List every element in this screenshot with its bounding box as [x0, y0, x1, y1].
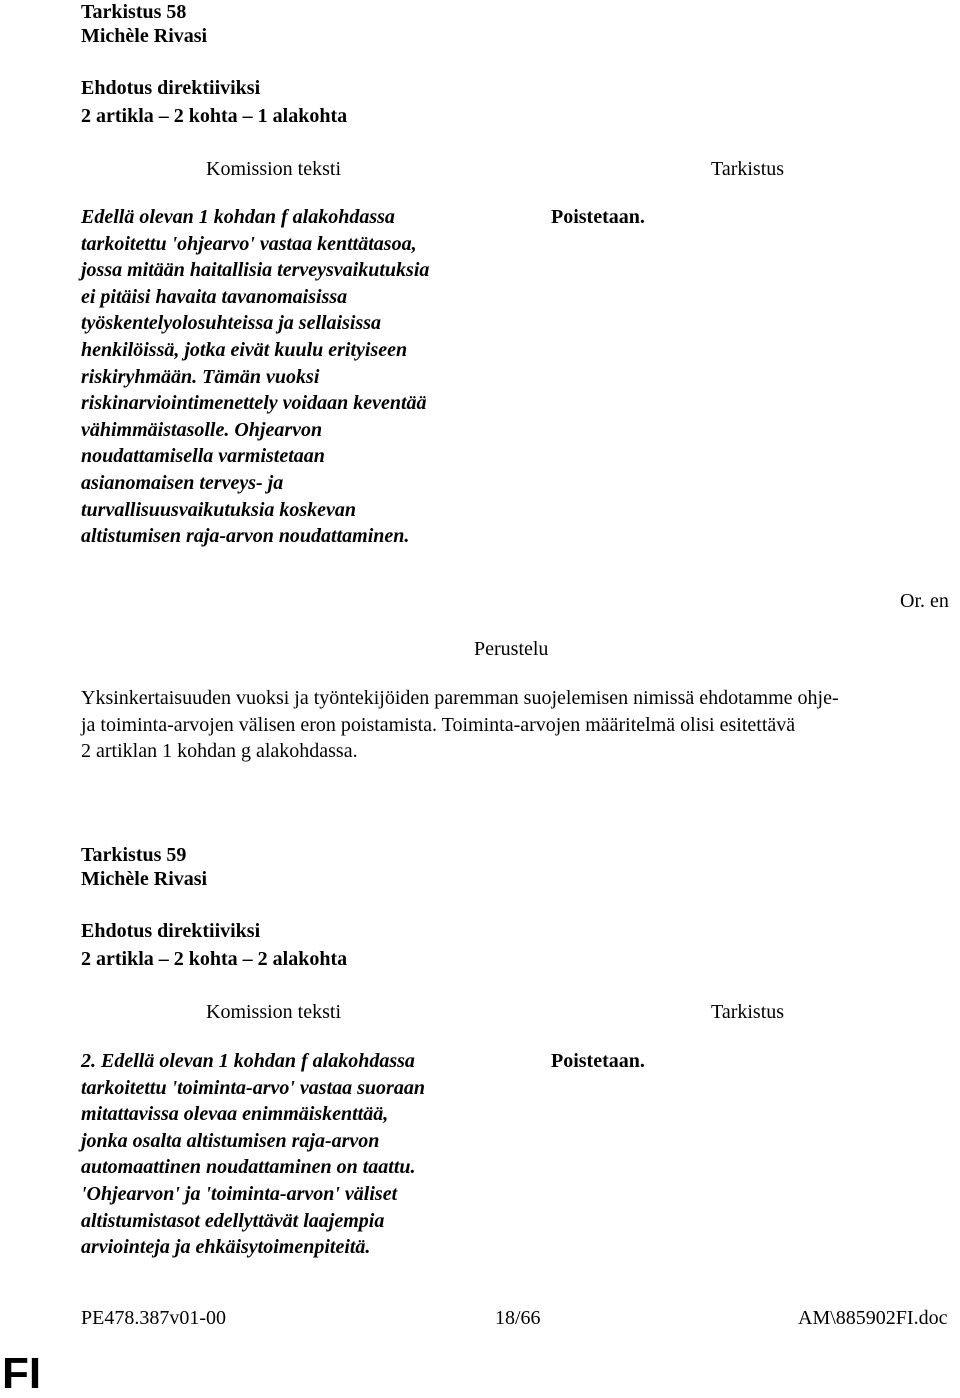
amendment-58-author: Michèle Rivasi [81, 25, 208, 47]
amendment-58-proposal: Ehdotus direktiiviksi [81, 77, 261, 99]
text-line: altistumistasot edellyttävät laajempia [81, 1209, 385, 1232]
text-line: automaattinen noudattaminen on taattu. [81, 1156, 416, 1179]
justification-text [81, 685, 960, 765]
original-language: Or. en [900, 590, 949, 612]
commission-text-58 [81, 204, 429, 550]
text-line: tarkoitettu 'ohjearvo' vastaa kenttätasoa, [81, 232, 417, 255]
commission-text-header: Komission teksti [206, 1001, 342, 1023]
amendment-header: Tarkistus [711, 158, 785, 180]
amendment-58-article: 2 artikla – 2 kohta – 1 alakohta [81, 105, 348, 127]
amendment-59-article: 2 artikla – 2 kohta – 2 alakohta [81, 948, 348, 970]
text-line: 'Ohjearvon' ja 'toiminta-arvon' väliset [81, 1182, 398, 1205]
text-line: ja toiminta-arvojen välisen eron poistamista. Toiminta-arvojen määritelmä olisi esitettävä [81, 713, 796, 736]
text-line: riskiryhmään. Tämän vuoksi [81, 365, 320, 388]
text-line: Yksinkertaisuuden vuoksi ja työntekijöiden paremman suojelemisen nimissä ehdotamme ohje- [81, 687, 839, 709]
commission-text-59 [81, 1048, 425, 1261]
text-line: arviointeja ja ehkäisytoimenpiteitä. [81, 1236, 371, 1259]
amendment-header: Tarkistus [711, 1001, 785, 1023]
amendment-text-58: Poistetaan. [551, 206, 645, 228]
commission-text-header: Komission teksti [206, 158, 342, 180]
amendment-58-title: Tarkistus 58 [81, 1, 187, 23]
text-line: riskinarviointimenettely voidaan keventää [81, 392, 427, 415]
amendment-59-title: Tarkistus 59 [81, 844, 187, 866]
text-line: asianomaisen terveys- ja [81, 471, 284, 494]
text-line: ei pitäisi havaita tavanomaisissa [81, 285, 348, 308]
text-line: tarkoitettu 'toiminta-arvo' vastaa suoraan [81, 1076, 425, 1099]
text-line: 2 artiklan 1 kohdan g alakohdassa. [81, 740, 358, 762]
text-line: Edellä olevan 1 kohdan f alakohdassa [81, 206, 395, 228]
text-line: jonka osalta altistumisen raja-arvon [81, 1129, 380, 1152]
language-code: FI [2, 1349, 42, 1398]
amendment-text-59: Poistetaan. [551, 1050, 645, 1072]
text-line: 2. Edellä olevan 1 kohdan f alakohdassa [81, 1050, 415, 1072]
text-line: altistumisen raja-arvon noudattaminen. [81, 525, 410, 548]
text-line: henkilöissä, jotka eivät kuulu erityiseen [81, 338, 408, 361]
footer-doc-ref: PE478.387v01-00 [81, 1307, 226, 1329]
amendment-59-author: Michèle Rivasi [81, 868, 208, 890]
text-line: työskentelyolosuhteissa ja sellaisissa [81, 312, 382, 335]
amendment-59-proposal: Ehdotus direktiiviksi [81, 920, 261, 942]
footer-file-name: AM\885902FI.doc [798, 1307, 948, 1329]
footer-page-number: 18/66 [495, 1307, 541, 1329]
text-line: mitattavissa olevaa enimmäiskenttää, [81, 1103, 389, 1126]
justification-heading: Perustelu [474, 638, 549, 660]
text-line: turvallisuusvaikutuksia koskevan [81, 498, 357, 521]
text-line: vähimmäistasolle. Ohjearvon [81, 418, 323, 441]
text-line: noudattamisella varmistetaan [81, 445, 325, 468]
text-line: jossa mitään haitallisia terveysvaikutuksia [81, 259, 430, 282]
